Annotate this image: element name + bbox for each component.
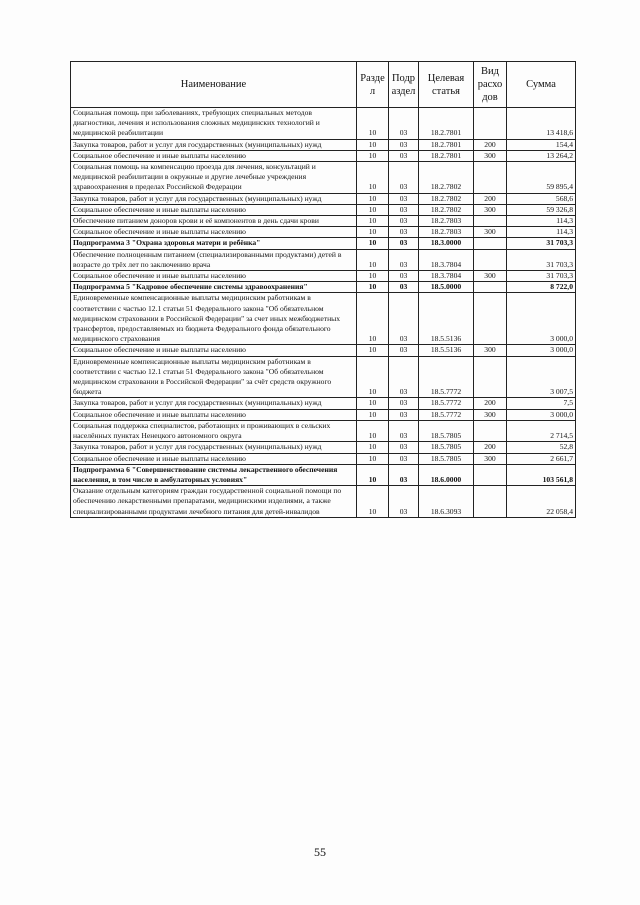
table-row <box>71 409 576 420</box>
header-podrazdel: Подр аздел <box>389 62 419 108</box>
row-article: 18.3.7804 <box>419 249 474 270</box>
row-podrazdel: 03 <box>389 139 419 150</box>
row-vid: 200 <box>474 193 507 204</box>
table-row <box>71 442 576 453</box>
row-vid: 200 <box>474 442 507 453</box>
row-sum: 2 714,5 <box>507 420 576 441</box>
table-row <box>71 238 576 249</box>
row-podrazdel: 03 <box>389 193 419 204</box>
row-name: Обеспечение полноценным питанием (специализированными продуктами) детей в возрасте до трёх лет по заключению врача <box>71 249 357 270</box>
row-vid <box>474 162 507 194</box>
row-vid: 300 <box>474 204 507 215</box>
row-name: Социальная помощь на компенсацию проезда для лечения, консультаций и медицинской реабилитации в окружные и другие лечебные учреждения здравоохранения в пределах Российской Федерации <box>71 162 357 194</box>
row-article: 18.3.7804 <box>419 271 474 282</box>
row-name: Единовременные компенсационные выплаты медицинским работникам в соответствии с частью 12.1 статьи 51 Федерального закона "Об обязательном медицинском страховании в Российской Федерации" за счет иных межбюджетных трансфертов, предоставляемых из бюджета Федерального фонда обязательного медицинского страхования <box>71 293 357 345</box>
row-sum: 31 703,3 <box>507 238 576 249</box>
row-podrazdel: 03 <box>389 442 419 453</box>
row-podrazdel: 03 <box>389 249 419 270</box>
row-vid <box>474 282 507 293</box>
row-article: 18.2.7803 <box>419 227 474 238</box>
row-name: Социальное обеспечение и иные выплаты населению <box>71 409 357 420</box>
row-podrazdel: 03 <box>389 453 419 464</box>
row-razdel: 10 <box>357 409 389 420</box>
row-vid <box>474 356 507 398</box>
table-header-row <box>71 62 576 108</box>
page-number: 55 <box>314 845 326 859</box>
row-podrazdel: 03 <box>389 204 419 215</box>
row-article: 18.2.7803 <box>419 216 474 227</box>
header-vid: Вид расхо дов <box>474 62 507 108</box>
row-sum: 103 561,8 <box>507 464 576 485</box>
row-vid <box>474 420 507 441</box>
row-sum: 7,5 <box>507 398 576 409</box>
row-razdel: 10 <box>357 108 389 140</box>
row-podrazdel: 03 <box>389 345 419 356</box>
table-row <box>71 464 576 485</box>
row-sum: 3 000,0 <box>507 345 576 356</box>
row-vid: 300 <box>474 227 507 238</box>
row-sum: 31 703,3 <box>507 271 576 282</box>
row-podrazdel: 03 <box>389 238 419 249</box>
row-razdel: 10 <box>357 420 389 441</box>
row-vid: 300 <box>474 453 507 464</box>
row-name: Социальная поддержка специалистов, работающих и проживающих в сельских населённых пунктах Ненецкого автономного округа <box>71 420 357 441</box>
row-vid <box>474 249 507 270</box>
row-vid: 300 <box>474 409 507 420</box>
table-row <box>71 282 576 293</box>
row-sum: 13 418,6 <box>507 108 576 140</box>
row-sum: 568,6 <box>507 193 576 204</box>
row-vid: 300 <box>474 345 507 356</box>
row-razdel: 10 <box>357 204 389 215</box>
row-razdel: 10 <box>357 193 389 204</box>
row-name: Оказание отдельным категориям граждан государственной социальной помощи по обеспечению лекарственными препаратами, медицинскими изделиями, а также специализированными продуктами лечебного питания для детей-инвалидов <box>71 486 357 518</box>
table-row <box>71 398 576 409</box>
row-article: 18.5.7805 <box>419 442 474 453</box>
row-podrazdel: 03 <box>389 420 419 441</box>
row-sum: 13 264,2 <box>507 150 576 161</box>
row-razdel: 10 <box>357 150 389 161</box>
row-vid <box>474 216 507 227</box>
row-vid <box>474 108 507 140</box>
row-name: Подпрограмма 5 "Кадровое обеспечение системы здравоохранения" <box>71 282 357 293</box>
row-razdel: 10 <box>357 282 389 293</box>
row-sum: 22 058,4 <box>507 486 576 518</box>
row-name: Закупка товаров, работ и услуг для государственных (муниципальных) нужд <box>71 398 357 409</box>
row-sum: 52,8 <box>507 442 576 453</box>
table-row <box>71 216 576 227</box>
row-article: 18.2.7802 <box>419 193 474 204</box>
row-article: 18.5.7772 <box>419 356 474 398</box>
row-article: 18.5.7805 <box>419 453 474 464</box>
row-razdel: 10 <box>357 162 389 194</box>
table-row <box>71 271 576 282</box>
row-razdel: 10 <box>357 139 389 150</box>
row-article: 18.6.0000 <box>419 464 474 485</box>
row-article: 18.6.3093 <box>419 486 474 518</box>
table-row <box>71 486 576 518</box>
row-razdel: 10 <box>357 293 389 345</box>
row-sum: 8 722,0 <box>507 282 576 293</box>
row-razdel: 10 <box>357 216 389 227</box>
row-vid <box>474 293 507 345</box>
row-vid: 200 <box>474 398 507 409</box>
table-row <box>71 150 576 161</box>
table-row <box>71 453 576 464</box>
table-row <box>71 162 576 194</box>
row-name: Социальная помощь при заболеваниях, требующих специальных методов диагностики, лечения и использования сложных медицинских технологий и медицинской реабилитации <box>71 108 357 140</box>
table-row <box>71 204 576 215</box>
row-article: 18.2.7801 <box>419 150 474 161</box>
row-podrazdel: 03 <box>389 282 419 293</box>
row-razdel: 10 <box>357 345 389 356</box>
row-razdel: 10 <box>357 453 389 464</box>
row-podrazdel: 03 <box>389 486 419 518</box>
table-row <box>71 249 576 270</box>
row-podrazdel: 03 <box>389 356 419 398</box>
header-article: Целевая статья <box>419 62 474 108</box>
row-razdel: 10 <box>357 271 389 282</box>
row-sum: 59 326,8 <box>507 204 576 215</box>
row-podrazdel: 03 <box>389 216 419 227</box>
budget-table <box>70 61 576 518</box>
row-sum: 31 703,3 <box>507 249 576 270</box>
table-row <box>71 227 576 238</box>
row-podrazdel: 03 <box>389 398 419 409</box>
row-razdel: 10 <box>357 398 389 409</box>
row-name: Социальное обеспечение и иные выплаты населению <box>71 227 357 238</box>
row-name: Обеспечение питанием доноров крови и её компонентов в день сдачи крови <box>71 216 357 227</box>
row-vid <box>474 238 507 249</box>
row-name: Подпрограмма 3 "Охрана здоровья матери и ребёнка" <box>71 238 357 249</box>
row-article: 18.5.5136 <box>419 345 474 356</box>
row-name: Закупка товаров, работ и услуг для государственных (муниципальных) нужд <box>71 139 357 150</box>
row-razdel: 10 <box>357 486 389 518</box>
row-podrazdel: 03 <box>389 293 419 345</box>
row-name: Социальное обеспечение и иные выплаты населению <box>71 453 357 464</box>
row-name: Социальное обеспечение и иные выплаты населению <box>71 345 357 356</box>
row-podrazdel: 03 <box>389 409 419 420</box>
row-name: Социальное обеспечение и иные выплаты населению <box>71 271 357 282</box>
table-row <box>71 139 576 150</box>
table-row <box>71 108 576 140</box>
row-name: Закупка товаров, работ и услуг для государственных (муниципальных) нужд <box>71 442 357 453</box>
row-article: 18.5.7805 <box>419 420 474 441</box>
row-article: 18.2.7802 <box>419 162 474 194</box>
row-vid <box>474 486 507 518</box>
row-vid <box>474 464 507 485</box>
row-name: Социальное обеспечение и иные выплаты населению <box>71 204 357 215</box>
row-article: 18.3.0000 <box>419 238 474 249</box>
row-razdel: 10 <box>357 442 389 453</box>
header-sum: Сумма <box>507 62 576 108</box>
row-razdel: 10 <box>357 227 389 238</box>
row-razdel: 10 <box>357 464 389 485</box>
row-razdel: 10 <box>357 356 389 398</box>
table-row <box>71 193 576 204</box>
row-article: 18.5.5136 <box>419 293 474 345</box>
row-podrazdel: 03 <box>389 162 419 194</box>
row-sum: 3 007,5 <box>507 356 576 398</box>
row-name: Закупка товаров, работ и услуг для государственных (муниципальных) нужд <box>71 193 357 204</box>
table-row <box>71 420 576 441</box>
header-razdel: Разде л <box>357 62 389 108</box>
row-vid: 300 <box>474 150 507 161</box>
header-name: Наименование <box>71 62 357 108</box>
row-name: Единовременные компенсационные выплаты медицинским работникам в соответствии с частью 12.1 статьи 51 Федерального закона "Об обязательном медицинском страховании в Российской Федерации" за счёт средств окружного бюджета <box>71 356 357 398</box>
row-razdel: 10 <box>357 238 389 249</box>
row-podrazdel: 03 <box>389 227 419 238</box>
row-name: Социальное обеспечение и иные выплаты населению <box>71 150 357 161</box>
row-podrazdel: 03 <box>389 464 419 485</box>
row-razdel: 10 <box>357 249 389 270</box>
row-sum: 2 661,7 <box>507 453 576 464</box>
row-podrazdel: 03 <box>389 108 419 140</box>
row-article: 18.5.0000 <box>419 282 474 293</box>
row-podrazdel: 03 <box>389 271 419 282</box>
row-sum: 3 000,0 <box>507 409 576 420</box>
row-vid: 300 <box>474 271 507 282</box>
row-article: 18.5.7772 <box>419 398 474 409</box>
table-row <box>71 293 576 345</box>
table-row <box>71 356 576 398</box>
row-article: 18.5.7772 <box>419 409 474 420</box>
row-sum: 114,3 <box>507 227 576 238</box>
row-article: 18.2.7801 <box>419 139 474 150</box>
row-sum: 59 895,4 <box>507 162 576 194</box>
row-article: 18.2.7802 <box>419 204 474 215</box>
row-sum: 114,3 <box>507 216 576 227</box>
row-vid: 200 <box>474 139 507 150</box>
row-name: Подпрограмма 6 "Совершенствование системы лекарственного обеспечения населения, в том числе в амбулаторных условиях" <box>71 464 357 485</box>
row-sum: 154,4 <box>507 139 576 150</box>
row-article: 18.2.7801 <box>419 108 474 140</box>
row-sum: 3 000,0 <box>507 293 576 345</box>
table-row <box>71 345 576 356</box>
row-podrazdel: 03 <box>389 150 419 161</box>
